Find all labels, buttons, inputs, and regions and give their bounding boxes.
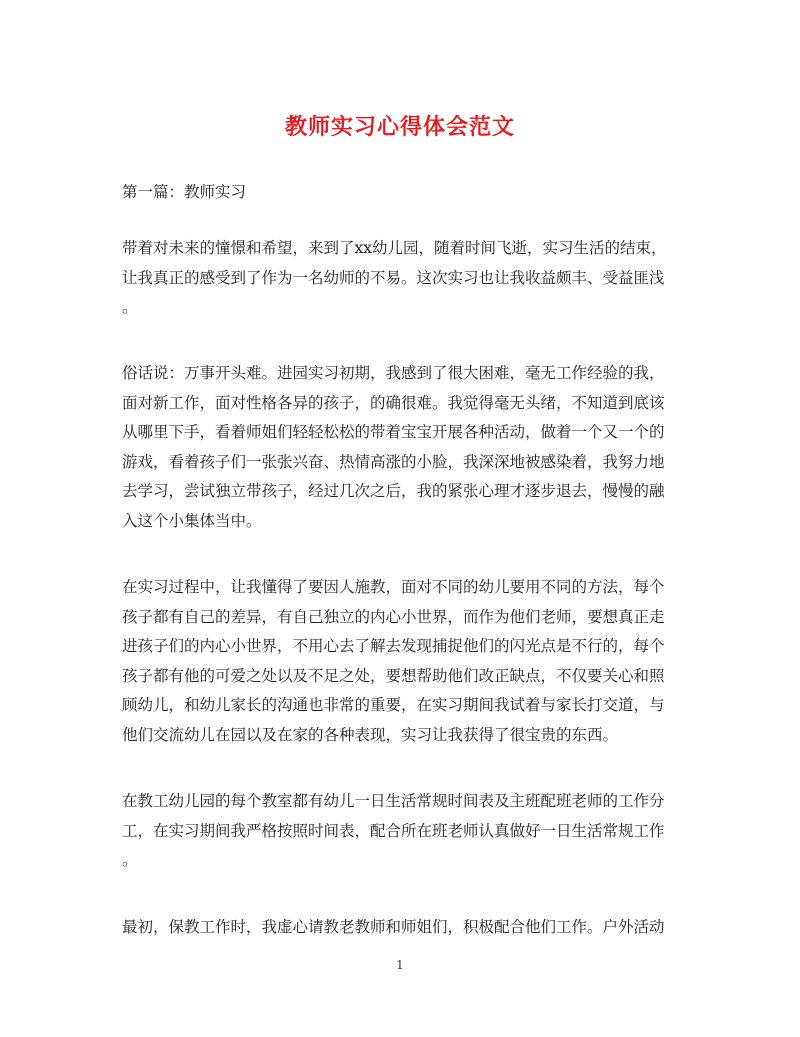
document-title: 教师实习心得体会范文	[284, 114, 515, 140]
paragraph-line: 顾幼儿，和幼儿家长的沟通也非常的重要，在实习期间我试着与家长打交道，与	[122, 696, 665, 714]
paragraph-line: 在实习过程中，让我懂得了要因人施教，面对不同的幼儿要用不同的方法，每个	[122, 578, 665, 596]
page-number: 1	[396, 958, 404, 972]
paragraph-line: 在教工幼儿园的每个教室都有幼儿一日生活常规时间表及主班配班老师的工作分	[122, 792, 665, 810]
paragraph-line: 入这个小集体当中。	[122, 511, 262, 530]
section-heading	[122, 178, 682, 208]
paragraph-line: 从哪里下手，看着师姐们轻轻松松的带着宝宝开展各种活动，做着一个又一个的	[122, 423, 665, 441]
paragraph-line: 他们交流幼儿在园以及在家的各种表现，实习让我获得了很宝贵的东西。	[122, 725, 619, 744]
paragraph-line: 。	[122, 851, 138, 869]
paragraph-line: 进孩子们的内心小世界，不用心去了解去发现捕捉他们的闪光点是不行的，每个	[122, 637, 665, 655]
paragraph-line: 让我真正的感受到了作为一名幼师的不易。这次实习也让我收益颇丰、受益匪浅	[122, 268, 665, 287]
section-heading-text: 第一篇：教师实习	[122, 183, 247, 201]
paragraph-line: 游戏，看着孩子们一张张兴奋、热情高涨的小脸，我深深地被感染着，我努力地	[122, 452, 665, 471]
paragraph-line: 面对新工作，面对性格各异的孩子，的确很难。我觉得毫无头绪，不知道到底该	[122, 393, 665, 412]
paragraph-line: 带着对未来的憧憬和希望，来到了xx幼儿园，随着时间飞逝，实习生活的结束，	[122, 239, 667, 257]
paragraph-1	[122, 234, 682, 323]
paragraph-line: 最初，保教工作时，我虚心请教老教师和师姐们，积极配合他们工作。户外活动	[122, 918, 665, 936]
paragraph-line: 孩子都有他的可爱之处以及不足之处，要想帮助他们改正缺点，不仅要关心和照	[122, 666, 665, 685]
paragraph-5	[122, 913, 682, 943]
paragraph-line: 孩子都有自己的差异，有自己独立的内心小世界，而作为他们老师，要想真正走	[122, 607, 665, 626]
paragraph-4	[122, 787, 682, 876]
paragraph-3	[122, 573, 682, 750]
paragraph-line: 。	[122, 298, 138, 316]
paragraph-line: 去学习，尝试独立带孩子，经过几次之后，我的紧张心理才逐步退去，慢慢的融	[122, 482, 665, 500]
paragraph-2	[122, 359, 682, 536]
paragraph-line: 俗话说：万事开头难。进园实习初期，我感到了很大困难，毫无工作经验的我，	[122, 364, 665, 382]
paragraph-line: 工，在实习期间我严格按照时间表，配合所在班老师认真做好一日生活常规工作	[122, 821, 665, 840]
